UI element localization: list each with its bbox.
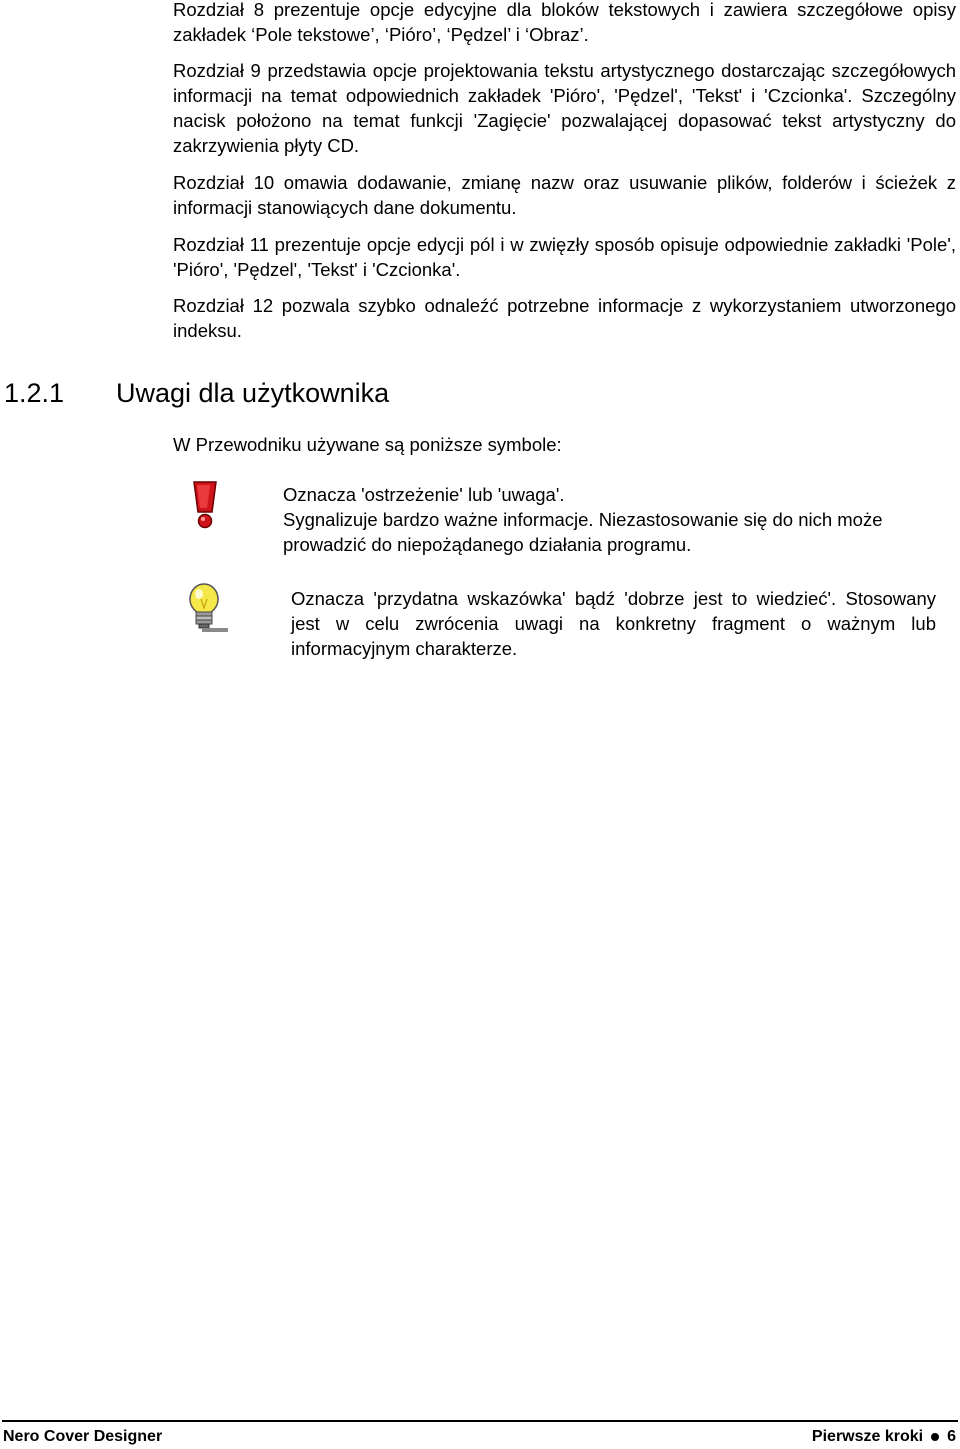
footer-divider	[2, 1420, 958, 1422]
footer-section-name: Pierwsze kroki	[811, 1428, 924, 1445]
paragraph-chapter-8: Rozdział 8 prezentuje opcje edycyjne dla bloków tekstowych i zawiera szczegółowe opisy zakładek ‘Pole tekstowe’, ‘Pióro’, ‘Pędzel’ i ‘Obraz’.	[173, 0, 956, 45]
bullet-icon	[931, 1433, 939, 1441]
exclamation-icon	[190, 480, 220, 530]
section-heading	[4, 376, 389, 410]
paragraph-chapter-12: Rozdział 12 pozwala szybko odnaleźć potrzebne informacje z wykorzystaniem utworzonego indeksu.	[173, 295, 956, 341]
footer-right	[812, 1427, 956, 1447]
warning-note-line1: Oznacza 'ostrzeżenie' lub 'uwaga'.	[283, 484, 565, 505]
paragraph-chapter-10: Rozdział 10 omawia dodawanie, zmianę nazw oraz usuwanie plików, folderów i ścieżek z informacji stanowiących dane dokumentu.	[173, 172, 956, 218]
section-number: 1.2.1	[4, 378, 65, 408]
section-title: Uwagi dla użytkownika	[116, 378, 390, 408]
tip-note: Oznacza 'przydatna wskazówka' bądź 'dobrze jest to wiedzieć'. Stosowany jest w celu zwrócenia uwagi na konkretny fragment o ważnym lub informacyjnym charakterze.	[291, 588, 936, 659]
symbols-intro: W Przewodniku używane są poniższe symbole:	[173, 434, 562, 455]
page-number: 6	[947, 1428, 956, 1445]
warning-note	[283, 482, 953, 557]
paragraph-chapter-11: Rozdział 11 prezentuje opcje edycji pól i w zwięzły sposób opisuje odpowiednie zakładki 'Pole', 'Pióro', 'Pędzel', 'Tekst' i 'Czcionka'.	[173, 234, 956, 280]
warning-note-line2: Sygnalizuje bardzo ważne informacje. Niezastosowanie się do nich może prowadzić do niepożądanego działania programu.	[283, 509, 883, 555]
footer-product-name: Nero Cover Designer	[3, 1428, 163, 1445]
paragraph-chapter-9: Rozdział 9 przedstawia opcje projektowania tekstu artystycznego dostarczając szczegółowych informacji na temat odpowiednich zakładek 'Pióro', 'Pędzel', 'Tekst' i 'Czcionka'. Szczególny nacisk położono na temat funkcji 'Zagięcie' pozwalającej dopasować tekst artystyczny do zakrzywienia płyty CD.	[173, 60, 956, 156]
lightbulb-icon	[184, 582, 230, 634]
